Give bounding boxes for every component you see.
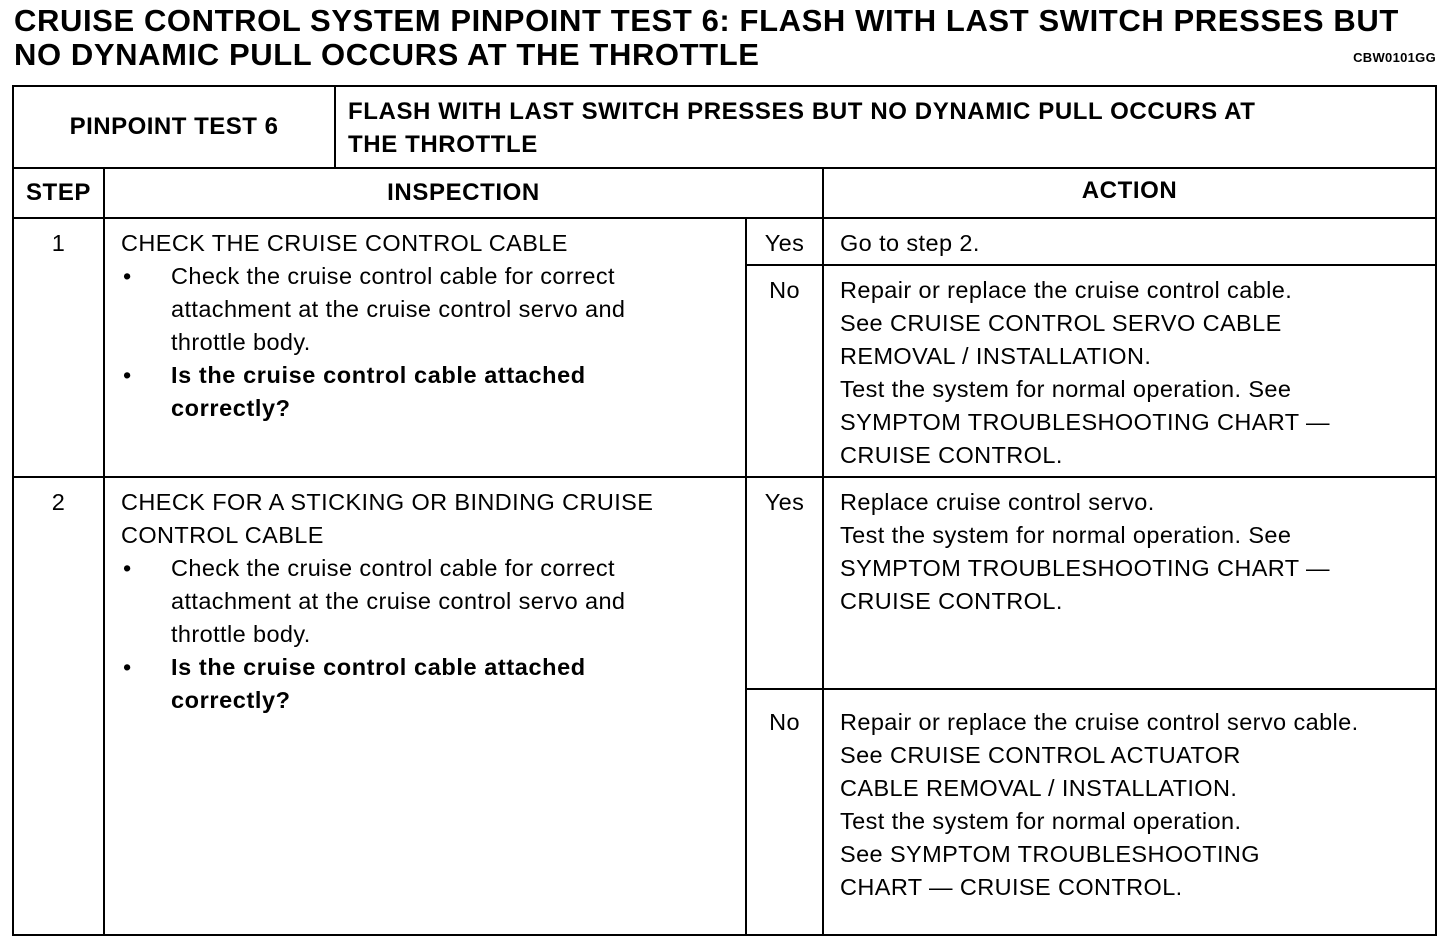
answer-yes — [747, 478, 822, 688]
step-number-text: 2 — [51, 489, 66, 515]
divider — [745, 688, 1435, 690]
inspection-title: CHECK THE CRUISE CONTROL CABLE — [121, 230, 568, 256]
bullet-dot: • — [123, 362, 132, 388]
answer-label: Yes — [764, 489, 805, 515]
action-text-line: See CRUISE CONTROL SERVO CABLE — [840, 310, 1282, 336]
inspection-title: CONTROL CABLE — [121, 522, 324, 548]
column-header-step-text: STEP — [25, 179, 92, 206]
answer-yes — [747, 219, 822, 264]
inspection-text-line: attachment at the cruise control servo and — [171, 588, 626, 614]
column-header-inspection — [105, 169, 822, 217]
inspection-question — [121, 651, 735, 717]
answer-label: No — [769, 709, 800, 735]
action-text-line: Test the system for normal operation. See — [840, 376, 1292, 402]
pinpoint-test-description — [336, 87, 1435, 167]
step-inspection — [105, 219, 745, 476]
action-text-line: Test the system for normal operation. See — [840, 522, 1292, 548]
column-header-inspection-text: INSPECTION — [387, 179, 540, 206]
action-text-line: Test the system for normal operation. — [840, 808, 1242, 834]
pinpoint-test-label-text: PINPOINT TEST 6 — [69, 113, 279, 140]
question-text-line: Is the cruise control cable attached — [171, 362, 586, 388]
question-text-line: correctly? — [171, 687, 291, 713]
answer-label: No — [769, 277, 800, 303]
inspection-text-line: attachment at the cruise control servo and — [171, 296, 626, 322]
step-number — [14, 219, 103, 476]
inspection-question — [121, 359, 735, 425]
inspection-bullet — [121, 260, 735, 359]
bullet-dot: • — [123, 555, 132, 581]
answer-no — [747, 266, 822, 476]
action-yes — [824, 478, 1435, 688]
action-text-line: See SYMPTOM TROUBLESHOOTING — [840, 841, 1260, 867]
inspection-text-line: throttle body. — [171, 329, 311, 355]
action-text-line: SYMPTOM TROUBLESHOOTING CHART — — [840, 409, 1330, 435]
answer-no — [747, 698, 822, 934]
page-title — [14, 4, 1414, 72]
action-no — [824, 266, 1435, 476]
pinpoint-test-table — [12, 85, 1437, 936]
page-title-line-2: NO DYNAMIC PULL OCCURS AT THE THROTTLE — [14, 37, 760, 72]
action-text-line: Repair or replace the cruise control servo cable. — [840, 709, 1359, 735]
page-title-line-1: CRUISE CONTROL SYSTEM PINPOINT TEST 6: FLASH WITH LAST SWITCH PRESSES BUT — [14, 3, 1399, 38]
step-number-text: 1 — [51, 230, 66, 256]
column-header-step — [14, 169, 103, 217]
question-text-line: Is the cruise control cable attached — [171, 654, 586, 680]
action-text-line: CABLE REMOVAL / INSTALLATION. — [840, 775, 1238, 801]
inspection-text-line: Check the cruise control cable for correct — [171, 263, 615, 289]
action-text-line: CRUISE CONTROL. — [840, 442, 1063, 468]
inspection-title: CHECK FOR A STICKING OR BINDING CRUISE — [121, 489, 654, 515]
column-header-action-text: ACTION — [1081, 177, 1178, 204]
action-no — [824, 698, 1435, 934]
action-yes — [824, 219, 1435, 264]
pinpoint-test-label — [14, 87, 334, 167]
action-text-line: Repair or replace the cruise control cable. — [840, 277, 1293, 303]
bullet-dot: • — [123, 654, 132, 680]
column-header-action — [824, 167, 1435, 215]
pinpoint-test-description-line-1: FLASH WITH LAST SWITCH PRESSES BUT NO DYNAMIC PULL OCCURS AT — [348, 98, 1256, 125]
inspection-bullet — [121, 552, 735, 651]
bullet-dot: • — [123, 263, 132, 289]
pinpoint-test-description-line-2: THE THROTTLE — [348, 131, 538, 158]
question-text-line: correctly? — [171, 395, 291, 421]
action-text-line: See CRUISE CONTROL ACTUATOR — [840, 742, 1241, 768]
action-text-line: REMOVAL / INSTALLATION. — [840, 343, 1152, 369]
action-text-line: Replace cruise control servo. — [840, 489, 1155, 515]
inspection-text-line: throttle body. — [171, 621, 311, 647]
action-text-line: Go to step 2. — [840, 230, 980, 256]
action-text-line: CHART — CRUISE CONTROL. — [840, 874, 1183, 900]
action-text-line: SYMPTOM TROUBLESHOOTING CHART — — [840, 555, 1330, 581]
step-number — [14, 478, 103, 934]
figure-code: CBW0101GG — [1353, 50, 1436, 65]
step-inspection — [105, 478, 745, 934]
action-text-line: CRUISE CONTROL. — [840, 588, 1063, 614]
answer-label: Yes — [764, 230, 805, 256]
inspection-text-line: Check the cruise control cable for correct — [171, 555, 615, 581]
